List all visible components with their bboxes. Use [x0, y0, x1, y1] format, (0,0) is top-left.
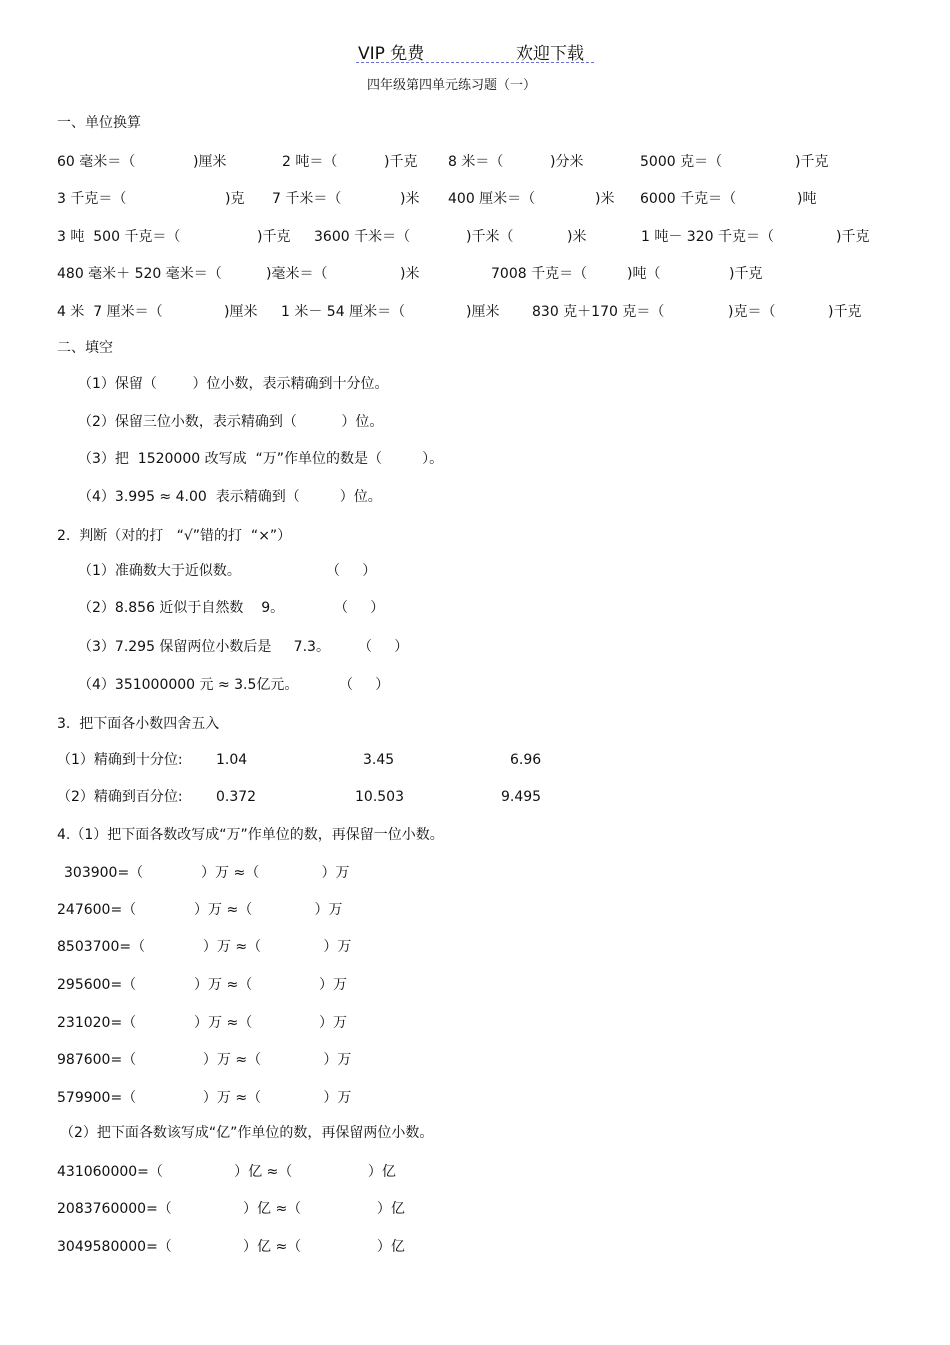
doc-title: 四年级第四单元练习题（一） — [367, 78, 537, 93]
conv-item: )分米 — [550, 154, 584, 170]
judge-item: （3）7.295 保留两位小数后是 7.3。 — [78, 639, 330, 655]
conv-item: 6000 千克＝（ — [640, 191, 737, 207]
conv-item: )千米（ — [466, 229, 514, 245]
section2-heading: 二、填空 — [57, 340, 113, 356]
section4-heading: 3. 把下面各小数四舍五入 — [57, 716, 220, 732]
conv-item: )厘米 — [193, 154, 227, 170]
conv-item: 8 米＝（ — [448, 154, 504, 170]
rewrite-row: 303900=（ ）万 ≈（ ）万 — [64, 865, 350, 881]
conv-item: )千克 — [729, 266, 763, 282]
conv-item: )千克 — [257, 229, 291, 245]
rewrite-row: 579900=（ ）万 ≈（ ）万 — [57, 1090, 352, 1106]
conv-item: 480 毫米＋ 520 毫米＝（ — [57, 266, 222, 282]
conv-item: 1 吨－ 320 千克＝（ — [641, 229, 774, 245]
rewrite-row-yi: 3049580000=（ ）亿 ≈（ ）亿 — [57, 1239, 405, 1255]
conv-item: )千克 — [828, 304, 862, 320]
conv-item: 2 吨＝（ — [282, 154, 338, 170]
section3-heading: 2. 判断（对的打 “√”错的打 “×”） — [57, 528, 292, 544]
round-label: （2）精确到百分位: — [57, 789, 183, 805]
rewrite-row: 295600=（ ）万 ≈（ ）万 — [57, 977, 347, 993]
conv-item: )米 — [567, 229, 587, 245]
conv-item: 4 米 7 厘米＝（ — [57, 304, 163, 320]
conv-item: )吨（ — [627, 266, 661, 282]
conv-item: )千克 — [384, 154, 418, 170]
round-value: 0.372 — [216, 789, 257, 805]
fill-item: （3）把 1520000 改写成 “万”作单位的数是（ ）。 — [78, 451, 444, 467]
rewrite-row: 231020=（ ）万 ≈（ ）万 — [57, 1015, 347, 1031]
round-label: （1）精确到十分位: — [57, 752, 183, 768]
round-value: 9.495 — [501, 789, 542, 805]
judge-bracket: （ ） — [339, 677, 390, 693]
round-value: 3.45 — [363, 752, 395, 768]
conv-item: 830 克＋170 克＝（ — [532, 304, 665, 320]
conv-item: 3600 千米＝（ — [314, 229, 411, 245]
judge-bracket: （ ） — [334, 600, 385, 616]
conv-item: )厘米 — [466, 304, 500, 320]
judge-item: （1）准确数大于近似数。 — [78, 563, 241, 579]
conv-item: )米 — [400, 266, 420, 282]
fill-item: （4）3.995 ≈ 4.00 表示精确到（ ）位。 — [78, 489, 382, 505]
conv-item: )千克 — [836, 229, 870, 245]
conv-item: )厘米 — [224, 304, 258, 320]
conv-item: )米 — [595, 191, 615, 207]
fill-item: （1）保留（ ）位小数，表示精确到十分位。 — [78, 376, 389, 392]
conv-item: 60 毫米＝（ — [57, 154, 136, 170]
banner-right: 欢迎下载 — [516, 44, 584, 64]
round-value: 10.503 — [355, 789, 404, 805]
conv-item: 400 厘米＝（ — [448, 191, 536, 207]
conv-item: )毫米＝（ — [266, 266, 328, 282]
section5-heading: 4.（1）把下面各数改写成“万”作单位的数，再保留一位小数。 — [57, 827, 444, 843]
conv-item: 3 千克＝（ — [57, 191, 127, 207]
round-value: 6.96 — [510, 752, 542, 768]
rewrite-row: 8503700=（ ）万 ≈（ ）万 — [57, 939, 352, 955]
conv-item: 7008 千克＝（ — [491, 266, 588, 282]
conv-item: )吨 — [797, 191, 817, 207]
judge-bracket: （ ） — [326, 563, 377, 579]
conv-item: 5000 克＝（ — [640, 154, 723, 170]
conv-item: 3 吨 500 千克＝（ — [57, 229, 181, 245]
judge-item: （4）351000000 元 ≈ 3.5亿元。 — [78, 677, 299, 693]
conv-item: 7 千米＝（ — [272, 191, 342, 207]
rewrite-row-yi: 431060000=（ ）亿 ≈（ ）亿 — [57, 1164, 396, 1180]
round-value: 1.04 — [216, 752, 248, 768]
rewrite-row: 247600=（ ）万 ≈（ ）万 — [57, 902, 343, 918]
conv-item: )千克 — [795, 154, 829, 170]
conv-item: )克＝（ — [728, 304, 776, 320]
judge-bracket: （ ） — [358, 639, 409, 655]
conv-item: )米 — [400, 191, 420, 207]
rewrite-row-yi: 2083760000=（ ）亿 ≈（ ）亿 — [57, 1201, 405, 1217]
section5-heading2: （2）把下面各数该写成“亿”作单位的数，再保留两位小数。 — [60, 1125, 434, 1141]
conv-item: )克 — [225, 191, 245, 207]
judge-item: （2）8.856 近似于自然数 9。 — [78, 600, 285, 616]
rewrite-row: 987600=（ ）万 ≈（ ）万 — [57, 1052, 352, 1068]
banner-underline — [356, 62, 594, 63]
banner-left: VIP 免费 — [358, 44, 425, 64]
fill-item: （2）保留三位小数，表示精确到（ ）位。 — [78, 414, 384, 430]
section1-heading: 一、单位换算 — [57, 115, 141, 131]
conv-item: 1 米－ 54 厘米＝（ — [281, 304, 406, 320]
